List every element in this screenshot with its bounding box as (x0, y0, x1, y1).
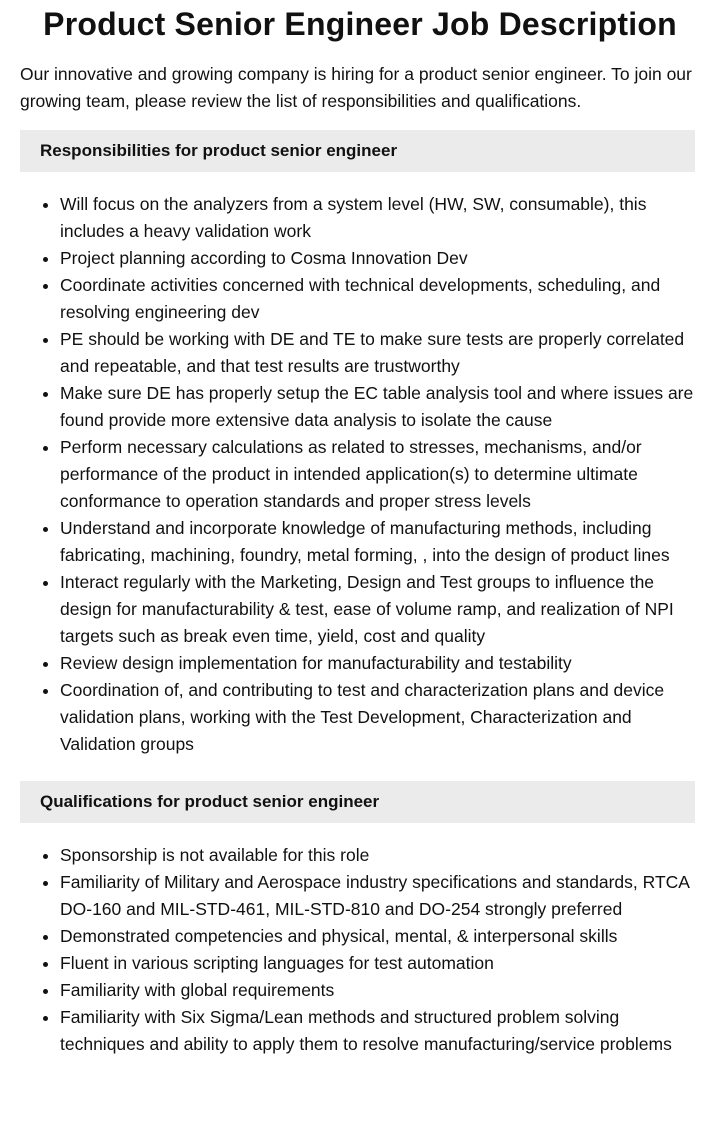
list-item: • PE should be working with DE and TE to make sure tests are properly correlated and repeatable, and that test results are trustworthy (60, 326, 700, 380)
list-item: • Coordination of, and contributing to test and characterization plans and device validation plans, working with the Test Development, Characterization and Validation groups (60, 677, 700, 758)
responsibilities-list (20, 191, 700, 758)
list-item: • Review design implementation for manufacturability and testability (60, 650, 700, 677)
list-item: • Will focus on the analyzers from a system level (HW, SW, consumable), this includes a heavy validation work (60, 191, 700, 245)
list-item: • Interact regularly with the Marketing, Design and Test groups to influence the design for manufacturability & test, ease of volume ramp, and realization of NPI targets such as break even time, yield, cost and quality (60, 569, 700, 650)
page-title: Product Senior Engineer Job Description (43, 6, 677, 42)
list-item: • Familiarity with Six Sigma/Lean methods and structured problem solving techniques and ability to apply them to resolve manufacturing/service problems (60, 1004, 700, 1058)
list-item: • Coordinate activities concerned with technical developments, scheduling, and resolving engineering dev (60, 272, 700, 326)
list-item: • Make sure DE has properly setup the EC table analysis tool and where issues are found provide more extensive data analysis to isolate the cause (60, 380, 700, 434)
list-item: • Understand and incorporate knowledge of manufacturing methods, including fabricating, machining, foundry, metal forming, , into the design of product lines (60, 515, 700, 569)
responsibilities-heading: Responsibilities for product senior engineer (20, 130, 695, 172)
list-item: • Familiarity with global requirements (60, 977, 700, 1004)
list-item: • Familiarity of Military and Aerospace industry specifications and standards, RTCA DO-160 and MIL-STD-461, MIL-STD-810 and DO-254 strongly preferred (60, 869, 700, 923)
list-item: • Project planning according to Cosma Innovation Dev (60, 245, 700, 272)
list-item: • Sponsorship is not available for this role (60, 842, 700, 869)
intro-paragraph: Our innovative and growing company is hiring for a product senior engineer. To join our growing team, please review the list of responsibilities and qualifications. (20, 64, 692, 111)
list-item: • Fluent in various scripting languages for test automation (60, 950, 700, 977)
list-item: • Demonstrated competencies and physical, mental, & interpersonal skills (60, 923, 700, 950)
list-item: • Perform necessary calculations as related to stresses, mechanisms, and/or performance of the product in intended application(s) to determine ultimate conformance to operation standards and proper stress levels (60, 434, 700, 515)
qualifications-list (20, 842, 700, 1058)
qualifications-heading: Qualifications for product senior engineer (20, 781, 695, 823)
